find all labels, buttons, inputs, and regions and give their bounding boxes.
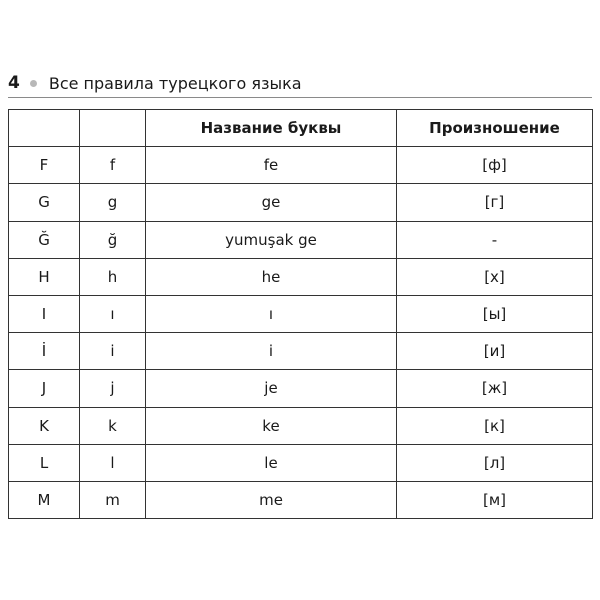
letter-name-cell: he [146, 258, 397, 295]
pronunciation-cell: [л] [397, 444, 593, 481]
uppercase-letter-cell: M [9, 481, 80, 518]
lowercase-letter-cell: ı [80, 295, 146, 332]
lowercase-letter-cell: h [80, 258, 146, 295]
table-row [9, 295, 593, 332]
pronunciation-cell: [м] [397, 481, 593, 518]
table-row [9, 333, 593, 370]
column-header-lowercase [80, 110, 146, 147]
letter-name-cell: le [146, 444, 397, 481]
letter-name-cell: me [146, 481, 397, 518]
alphabet-table [8, 109, 593, 519]
letter-name-cell: i [146, 333, 397, 370]
uppercase-letter-cell: K [9, 407, 80, 444]
uppercase-letter-cell: G [9, 184, 80, 221]
pronunciation-cell: [г] [397, 184, 593, 221]
table-row [9, 407, 593, 444]
uppercase-letter-cell: J [9, 370, 80, 407]
page-number: 4 [8, 73, 20, 93]
pronunciation-cell: [ы] [397, 295, 593, 332]
lowercase-letter-cell: k [80, 407, 146, 444]
column-header-pronunciation: Произношение [397, 110, 593, 147]
lowercase-letter-cell: g [80, 184, 146, 221]
letter-name-cell: je [146, 370, 397, 407]
table-row [9, 221, 593, 258]
page-title: Все правила турецкого языка [48, 73, 302, 93]
lowercase-letter-cell: l [80, 444, 146, 481]
page-header [8, 70, 592, 96]
column-header-letter-name: Название буквы [146, 110, 397, 147]
lowercase-letter-cell: ğ [80, 221, 146, 258]
uppercase-letter-cell: I [9, 295, 80, 332]
table-row [9, 481, 593, 518]
uppercase-letter-cell: L [9, 444, 80, 481]
table-row [9, 147, 593, 184]
table-row [9, 444, 593, 481]
lowercase-letter-cell: f [80, 147, 146, 184]
header-divider [8, 97, 592, 98]
lowercase-letter-cell: m [80, 481, 146, 518]
letter-name-cell: ı [146, 295, 397, 332]
table-row [9, 184, 593, 221]
pronunciation-cell: [к] [397, 407, 593, 444]
pronunciation-cell: - [397, 221, 593, 258]
uppercase-letter-cell: İ [9, 333, 80, 370]
table-row [9, 370, 593, 407]
column-header-uppercase [9, 110, 80, 147]
table-header-row [9, 110, 593, 147]
letter-name-cell: ke [146, 407, 397, 444]
letter-name-cell: ge [146, 184, 397, 221]
uppercase-letter-cell: H [9, 258, 80, 295]
pronunciation-cell: [и] [397, 333, 593, 370]
uppercase-letter-cell: Ğ [9, 221, 80, 258]
lowercase-letter-cell: i [80, 333, 146, 370]
pronunciation-cell: [ф] [397, 147, 593, 184]
lowercase-letter-cell: j [80, 370, 146, 407]
letter-name-cell: fe [146, 147, 397, 184]
uppercase-letter-cell: F [9, 147, 80, 184]
pronunciation-cell: [х] [397, 258, 593, 295]
pronunciation-cell: [ж] [397, 370, 593, 407]
bullet-dot-icon [30, 80, 37, 87]
table-row [9, 258, 593, 295]
letter-name-cell: yumuşak ge [146, 221, 397, 258]
